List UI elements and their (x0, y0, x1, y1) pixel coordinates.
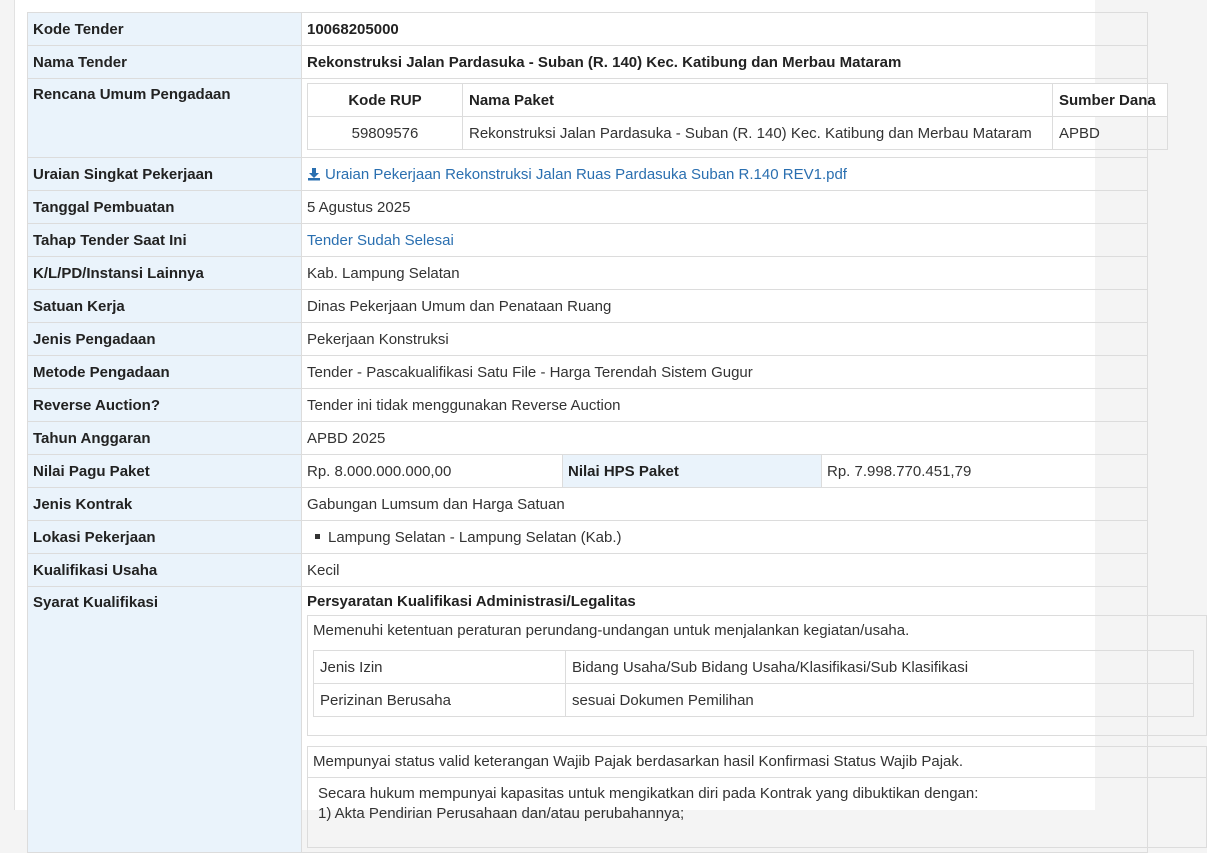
rup-table (307, 83, 1168, 150)
row-kontrak (28, 488, 1148, 521)
value-metode: Tender - Pascakualifikasi Satu File - Harga Terendah Sistem Gugur (302, 356, 1148, 389)
label-jenis-pengadaan: Jenis Pengadaan (28, 323, 302, 356)
value-nama-tender: Rekonstruksi Jalan Pardasuka - Suban (R. 140) Kec. Katibung dan Merbau Mataram (302, 46, 1148, 79)
label-nama-tender: Nama Tender (28, 46, 302, 79)
value-jenis-pengadaan: Pekerjaan Konstruksi (302, 323, 1148, 356)
syarat-box-hukum (307, 778, 1207, 848)
label-rup: Rencana Umum Pengadaan (28, 79, 302, 158)
rup-header-sumber: Sumber Dana (1053, 84, 1168, 117)
label-tahun: Tahun Anggaran (28, 422, 302, 455)
row-satker (28, 290, 1148, 323)
value-lokasi: Lampung Selatan - Lampung Selatan (Kab.) (328, 528, 622, 546)
izin-jenis: Perizinan Berusaha (314, 684, 566, 717)
row-jenis-pengadaan (28, 323, 1148, 356)
label-klpd: K/L/PD/Instansi Lainnya (28, 257, 302, 290)
label-hps: Nilai HPS Paket (563, 455, 822, 488)
label-kontrak: Jenis Kontrak (28, 488, 302, 521)
value-kode-tender: 10068205000 (302, 13, 1148, 46)
row-metode (28, 356, 1148, 389)
syarat-line-1: Memenuhi ketentuan peraturan perundang-undangan untuk menjalankan kegiatan/usaha. (313, 622, 910, 639)
row-tahun (28, 422, 1148, 455)
uraian-download-link[interactable] (307, 166, 847, 183)
syarat-box-legalitas (307, 615, 1207, 736)
value-lokasi-cell (302, 521, 1148, 554)
value-kualifikasi-usaha: Kecil (302, 554, 1148, 587)
izin-header-jenis: Jenis Izin (314, 651, 566, 684)
row-kualifikasi-usaha (28, 554, 1148, 587)
rup-header-nama: Nama Paket (463, 84, 1053, 117)
izin-header-row (314, 651, 1194, 684)
rup-kode: 59809576 (308, 117, 463, 150)
label-kualifikasi-usaha: Kualifikasi Usaha (28, 554, 302, 587)
label-tanggal: Tanggal Pembuatan (28, 191, 302, 224)
row-klpd (28, 257, 1148, 290)
value-pagu: Rp. 8.000.000.000,00 (302, 455, 563, 488)
value-hps: Rp. 7.998.770.451,79 (822, 455, 1148, 488)
value-reverse: Tender ini tidak menggunakan Reverse Auction (302, 389, 1148, 422)
value-klpd: Kab. Lampung Selatan (302, 257, 1148, 290)
syarat-box-pajak (307, 746, 1207, 778)
syarat-line-4: 1) Akta Pendirian Perusahaan dan/atau perubahannya; (318, 805, 685, 822)
tender-detail-card (14, 0, 1156, 822)
value-tahap-cell (302, 224, 1148, 257)
izin-header-bidang: Bidang Usaha/Sub Bidang Usaha/Klasifikasi/Sub Klasifikasi (566, 651, 1194, 684)
value-tanggal: 5 Agustus 2025 (302, 191, 1148, 224)
label-reverse: Reverse Auction? (28, 389, 302, 422)
tender-info-table (27, 12, 1156, 853)
value-kontrak: Gabungan Lumsum dan Harga Satuan (302, 488, 1148, 521)
izin-bidang: sesuai Dokumen Pemilihan (566, 684, 1194, 717)
syarat-line-3: Secara hukum mempunyai kapasitas untuk mengikatkan diri pada Kontrak yang dibuktikan dengan: (318, 785, 979, 802)
label-lokasi: Lokasi Pekerjaan (28, 521, 302, 554)
label-satker: Satuan Kerja (28, 290, 302, 323)
label-pagu: Nilai Pagu Paket (28, 455, 302, 488)
label-uraian: Uraian Singkat Pekerjaan (28, 158, 302, 191)
uraian-link-text: Uraian Pekerjaan Rekonstruksi Jalan Ruas Pardasuka Suban R.140 REV1.pdf (325, 165, 847, 183)
row-lokasi (28, 521, 1148, 554)
label-syarat: Syarat Kualifikasi (28, 587, 302, 853)
value-tahun: APBD 2025 (302, 422, 1148, 455)
rup-data-row (308, 117, 1168, 150)
row-pagu (28, 455, 1148, 488)
rup-sumber-dana: APBD (1053, 117, 1168, 150)
row-reverse (28, 389, 1148, 422)
download-icon (307, 167, 321, 181)
syarat-line-2: Mempunyai status valid keterangan Wajib Pajak berdasarkan hasil Konfirmasi Status Wajib Pajak. (313, 753, 964, 770)
row-syarat (28, 587, 1148, 853)
rup-header-row (308, 84, 1168, 117)
rup-cell (302, 79, 1156, 158)
row-uraian (28, 158, 1148, 191)
label-tahap: Tahap Tender Saat Ini (28, 224, 302, 257)
bullet-icon (315, 534, 320, 539)
syarat-cell (302, 587, 1148, 853)
row-tanggal (28, 191, 1148, 224)
row-kode-tender (28, 13, 1148, 46)
value-satker: Dinas Pekerjaan Umum dan Penataan Ruang (302, 290, 1148, 323)
izin-table (313, 650, 1194, 717)
value-uraian (302, 158, 1148, 191)
label-metode: Metode Pengadaan (28, 356, 302, 389)
row-nama-tender (28, 46, 1148, 79)
tahap-link[interactable]: Tender Sudah Selesai (307, 231, 454, 249)
row-rup (28, 79, 1148, 158)
rup-nama-paket: Rekonstruksi Jalan Pardasuka - Suban (R. 140) Kec. Katibung dan Merbau Mataram (463, 117, 1053, 150)
rup-header-kode: Kode RUP (308, 84, 463, 117)
syarat-heading: Persyaratan Kualifikasi Administrasi/Legalitas (307, 593, 636, 610)
izin-data-row (314, 684, 1194, 717)
row-tahap (28, 224, 1148, 257)
label-kode-tender: Kode Tender (28, 13, 302, 46)
